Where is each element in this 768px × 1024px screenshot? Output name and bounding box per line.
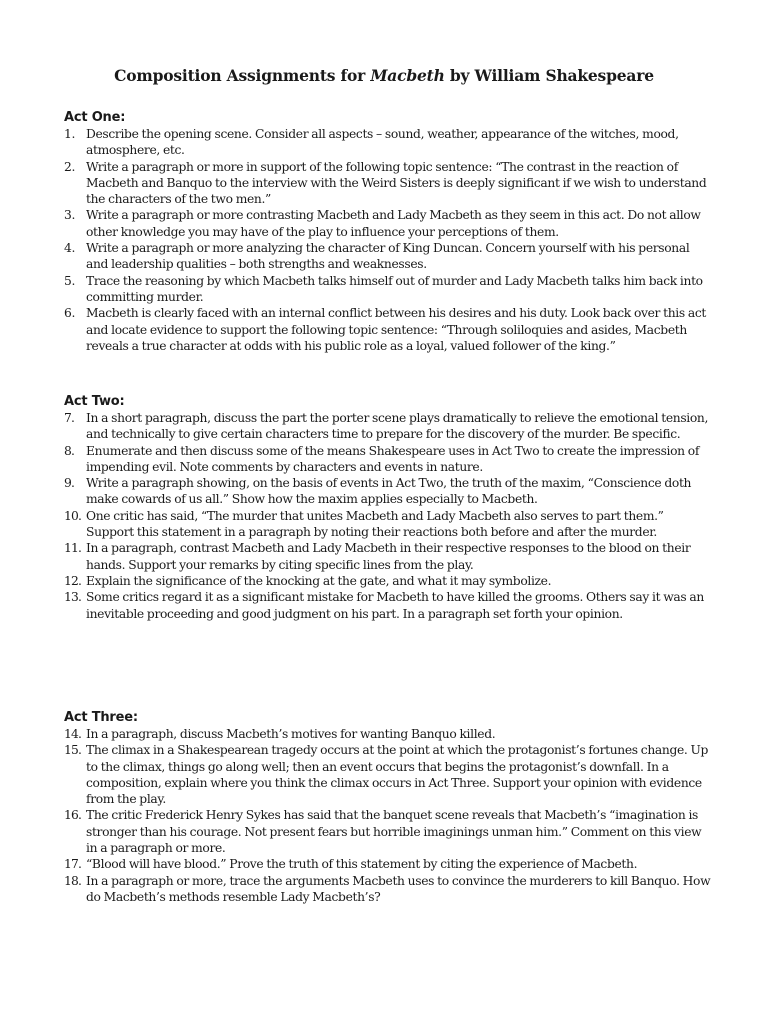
item-text: One critic has said, “The murder that unites Macbeth and Lady Macbeth also serves to part them.” Support this statement in a paragraph by noting their reactions both before and after the murder. [86,508,664,540]
item-text: Macbeth is clearly faced with an internal conflict between his desires and his duty. Look back over this act and locate evidence to support the following topic sentence: “Through soliloquies and asides, Macbeth reveals a true character at odds with his public role as a loyal, valued follower of the king.” [86,306,706,353]
list-item [64,159,714,208]
item-number: 4. [64,241,76,256]
item-text: Describe the opening scene. Consider all aspects – sound, weather, appearance of the witches, mood, atmosphere, etc. [86,127,679,158]
list-item [64,273,714,306]
list-item [64,508,714,541]
item-number: 12. [64,573,82,588]
list-item [64,475,714,508]
item-text: Write a paragraph or more analyzing the character of King Duncan. Concern yourself with his personal and leadership qualities – both strengths and weaknesses. [86,241,690,272]
section-act-three [64,709,714,905]
item-text: Trace the reasoning by which Macbeth talks himself out of murder and Lady Macbeth talks him back into committing murder. [86,273,703,304]
list-item [64,207,714,240]
list-item [64,873,714,906]
item-text: Enumerate and then discuss some of the means Shakespeare uses in Act Two to create the impression of impending evil. Note comments by characters and events in nature. [86,443,700,474]
title-italic: Macbeth [370,66,445,85]
section-act-one [64,109,714,354]
section-act-two [64,393,714,622]
list-item [64,305,714,354]
list-item [64,540,714,573]
list-item [64,856,714,872]
item-number: 2. [64,159,76,174]
item-number: 3. [64,208,76,223]
item-number: 13. [64,590,82,605]
section-heading: Act One: [64,110,126,125]
item-number: 6. [64,306,76,321]
item-text: “Blood will have blood.” Prove the truth of this statement by citing the experience of Macbeth. [86,857,638,872]
item-number: 8. [64,443,75,458]
item-number: 5. [64,273,76,288]
section-heading: Act Two: [64,394,125,409]
item-number: 9. [64,476,75,491]
list-item [64,410,714,443]
item-text: In a paragraph, contrast Macbeth and Lady Macbeth in their respective responses to the blood on their hands. Support your remarks by citing specific lines from the play. [86,541,691,572]
title-prefix: Composition Assignments for [114,66,371,85]
item-text: Write a paragraph showing, on the basis of events in Act Two, the truth of the maxim, “Conscience doth make cowards of us all.” Show how the maxim applies especially to Macbeth. [86,476,692,507]
item-text: In a paragraph, discuss Macbeth’s motives for wanting Banquo killed. [86,727,496,741]
list-item [64,443,714,476]
item-number: 7. [64,411,75,425]
item-text: Some critics regard it as a significant mistake for Macbeth to have killed the grooms. Others say it was an inevitable proceeding and good judgment on his part. In a paragraph set forth your opinion. [86,590,704,621]
item-number: 16. [64,808,82,823]
item-number: 10. [64,508,82,523]
item-text: Write a paragraph or more contrasting Macbeth and Lady Macbeth as they seem in this act. Do not allow other knowledge you may have of the play to influence your perceptions of them. [86,208,701,239]
list-item [64,726,714,742]
item-text: Explain the significance of the knocking at the gate, and what it may symbolize. [86,573,552,588]
list-item [64,126,714,159]
section-heading: Act Three: [64,710,138,725]
item-text: Write a paragraph or more in support of the following topic sentence: “The contrast in the reaction of Macbeth and Banquo to the interview with the Weird Sisters is deeply significant if we wish to understand the characters of the two men.” [86,159,707,207]
item-text: The critic Frederick Henry Sykes has said that the banquet scene reveals that Macbeth’s “imagination is stronger than his courage. Not present fears but horrible imaginings unman him.” Comment on this view in a paragraph or more. [86,808,702,856]
item-number: 17. [64,857,82,872]
list-item [64,573,714,589]
item-text: In a short paragraph, discuss the part the porter scene plays dramatically to relieve the emotional tension, and technically to give certain characters time to prepare for the discovery of the murder. Be specific. [86,411,709,442]
item-number: 11. [64,541,82,556]
item-number: 15. [64,743,82,758]
list-item [64,240,714,273]
list-item [64,742,714,807]
item-number: 14. [64,727,82,741]
item-text: The climax in a Shakespearean tragedy occurs at the point at which the protagonist’s fortunes change. Up to the climax, things go along well; then an event occurs that begins the protagonist’s downfall. In a composition, explain where you think the climax occurs in Act Three. Support your opinion with evidence from the play. [86,743,709,807]
item-number: 18. [64,873,82,888]
list-item [64,807,714,856]
item-number: 1. [64,127,76,141]
list-item [64,589,714,622]
item-text: In a paragraph or more, trace the arguments Macbeth uses to convince the murderers to kill Banquo. How do Macbeth’s methods resemble Lady Macbeth’s? [86,873,711,904]
page-title [0,66,768,86]
title-suffix: by William Shakespeare [444,66,654,85]
